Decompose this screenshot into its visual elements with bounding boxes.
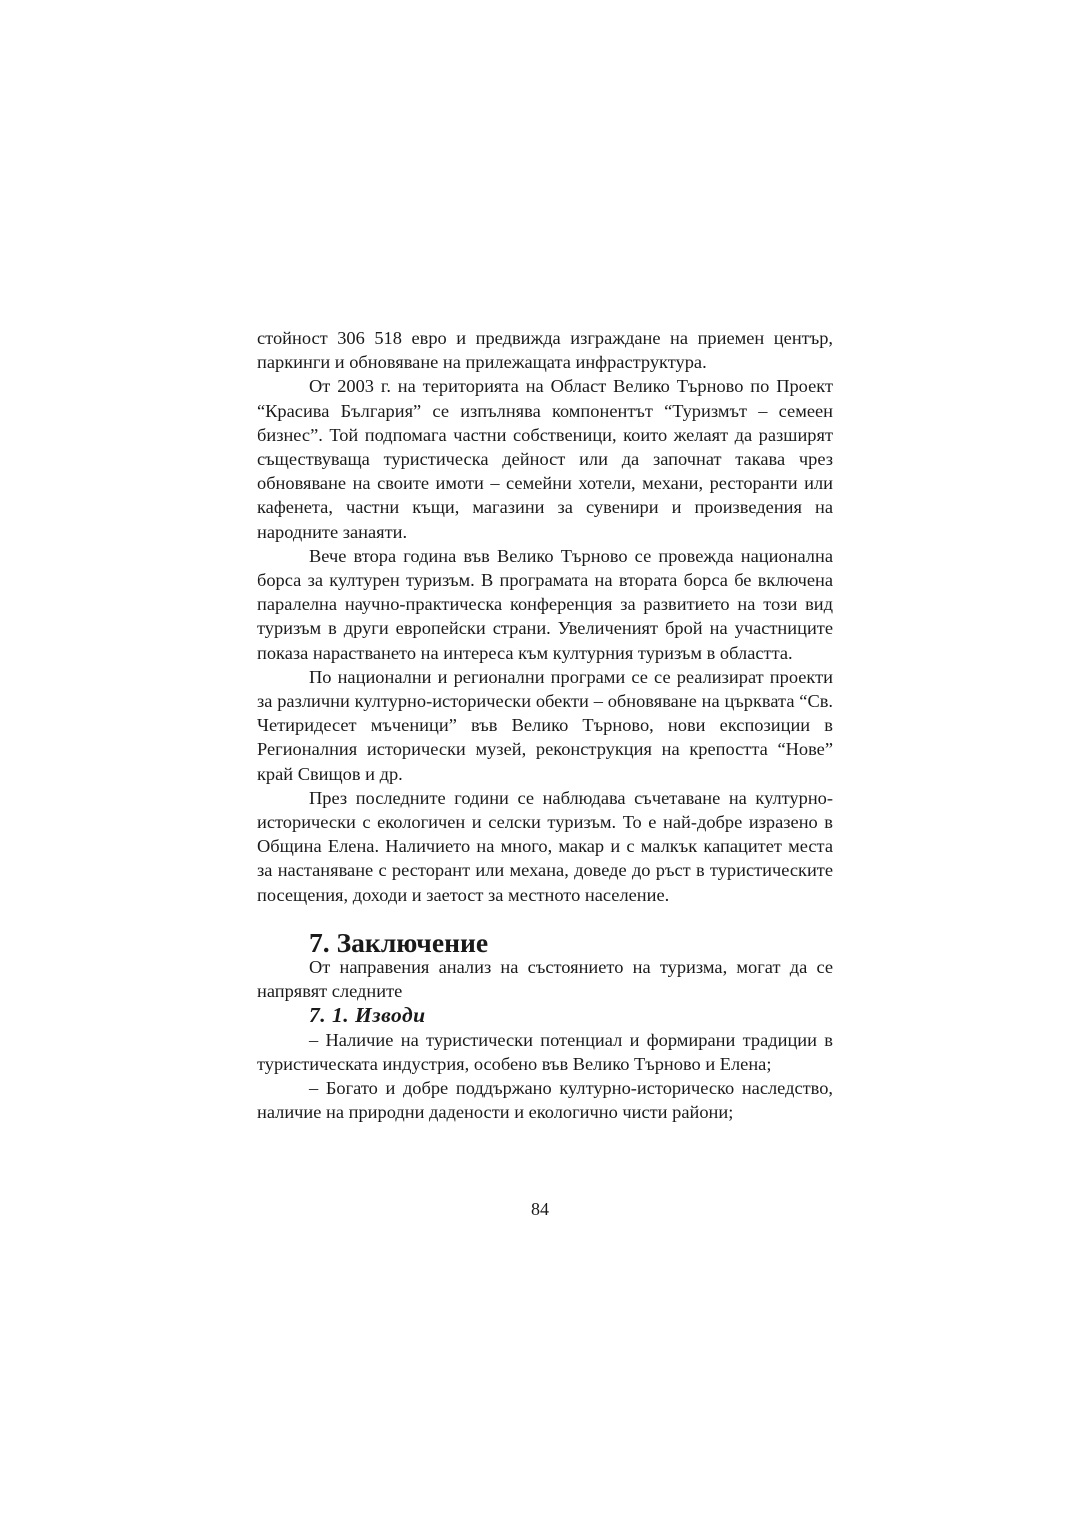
finding-item-1: – Наличие на туристически потенциал и формирани традиции в туристическата индустрия, особено във Велико Търново и Елена; xyxy=(257,1029,833,1074)
conclusion-intro: От направения анализ на състоянието на туризма, могат да се напрявят следните xyxy=(257,957,833,1002)
section-heading-conclusion: 7. Заключение xyxy=(309,926,489,958)
subsection-heading-findings: 7. 1. Изводи xyxy=(309,1003,426,1028)
paragraph-continuation: стойност 306 518 евро и предвижда изграждане на приемен център, паркинги и обновяване на прилежащата инфраструктура. xyxy=(257,328,833,373)
body-text xyxy=(257,326,833,1125)
paragraph-krasiva-bulgaria: От 2003 г. на територията на Област Велико Търново по Проект “Красива България” се изпълнява компонентът “Туризмът – семеен бизнес”. Той подпомага частни собственици, които желаят да разширят съществуваща туристическа дейност или да започнат такава чрез обновяване на своите имоти – семейни хотели, механи, ресторанти или кафенета, частни къщи, магазини за сувенири и произведения на народните занаяти. xyxy=(257,376,833,542)
finding-item-2: – Богато и добре поддържано културно-историческо наследство, наличие на природни дадености и екологично чисти райони; xyxy=(257,1078,833,1123)
paragraph-national-programs: По национални и регионални програми се се реализират проекти за различни културно-исторически обекти – обновяване на църквата “Св. Четиридесет мъченици” във Велико Търново, нови експозиции в Регионалния исторически музей, реконструкция на крепостта “Нове” край Свищов и др. xyxy=(257,666,833,784)
page-number: 84 xyxy=(531,1199,549,1219)
paragraph-elena-tourism: През последните години се наблюдава съчетаване на културно-исторически с екологичен и селски туризъм. То е най-добре изразено в Община Елена. Наличието на много, макар и с малкък капацитет места за настаняване с ресторант или механа, доведе до ръст в туристическите посещения, доходи и заетост за местното население. xyxy=(257,787,833,905)
paragraph-cultural-tourism-fair: Вече втора година във Велико Търново се провежда национална борса за културен туризъм. В програмата на втората борса бе включена паралелна научно-практическа конференция за развитието на този вид туризъм в други европейски страни. Увеличеният брой на участниците показа нарастването на интереса към културния туризъм в областта. xyxy=(257,545,833,663)
